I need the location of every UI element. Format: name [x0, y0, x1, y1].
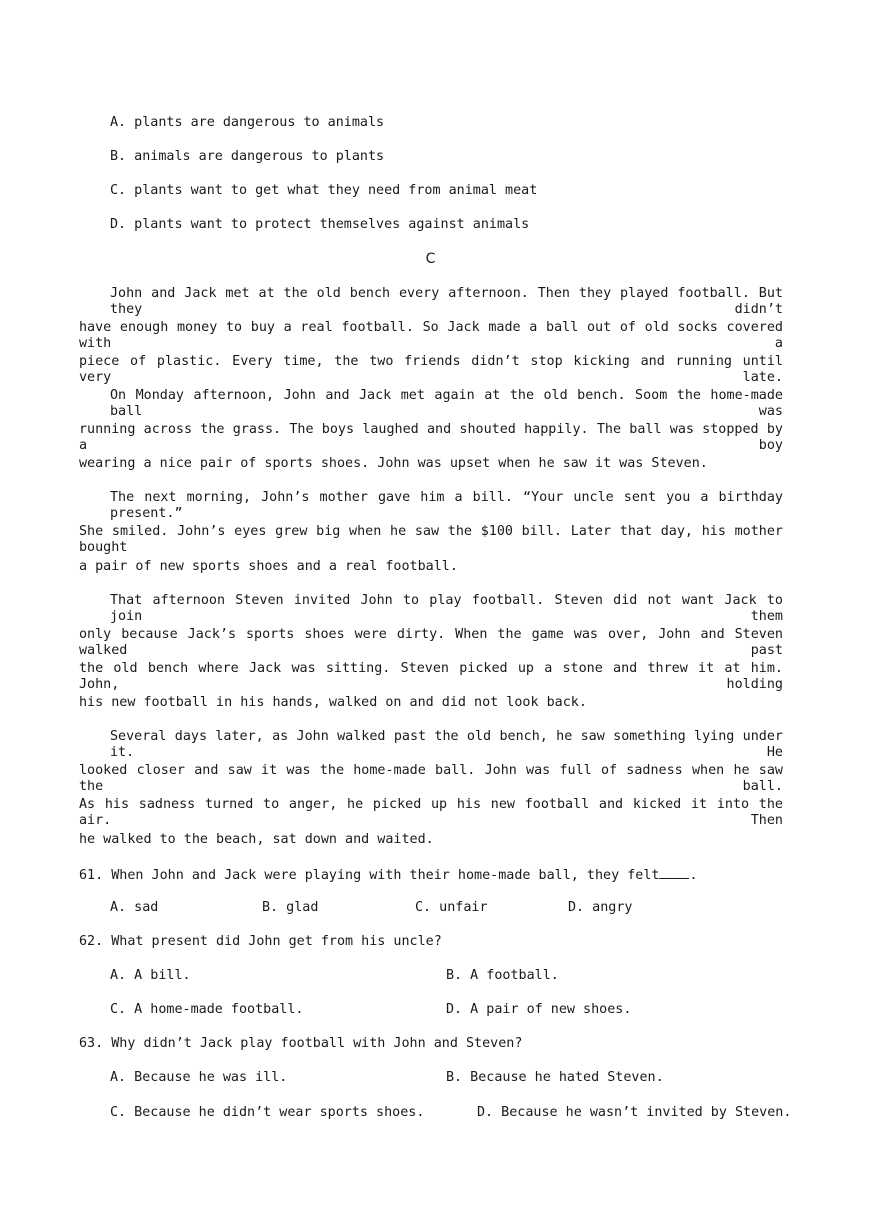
q62-option-b: B. A football.	[446, 968, 559, 983]
question-61-stem: 61. When John and Jack were playing with their home-made ball, they felt	[79, 868, 660, 883]
option-b: B. animals are dangerous to plants	[110, 149, 385, 164]
answer-blank	[659, 866, 689, 879]
q61-option-a: A. sad	[110, 900, 159, 915]
q63-option-a: A. Because he was ill.	[110, 1070, 288, 1085]
option-d: D. plants want to protect themselves against animals	[110, 217, 530, 232]
passage-line: As his sadness turned to anger, he picked up his new football and kicked it into the air. Then	[79, 797, 783, 828]
q63-option-c: C. Because he didn’t wear sports shoes.	[110, 1105, 425, 1120]
section-heading: C	[425, 251, 436, 267]
passage-line: The next morning, John’s mother gave him a bill. “Your uncle sent you a birthday present.”	[110, 490, 783, 521]
q61-option-b: B. glad	[262, 900, 319, 915]
passage-line: That afternoon Steven invited John to play football. Steven did not want Jack to join them	[110, 593, 783, 624]
q61-option-d: D. angry	[568, 900, 633, 915]
q62-option-d: D. A pair of new shoes.	[446, 1002, 632, 1017]
passage-line: he walked to the beach, sat down and waited.	[79, 832, 434, 847]
passage-line: piece of plastic. Every time, the two friends didn’t stop kicking and running until very late.	[79, 354, 783, 385]
q62-option-a: A. A bill.	[110, 968, 191, 983]
q61-option-c: C. unfair	[415, 900, 488, 915]
question-63: 63. Why didn’t Jack play football with John and Steven?	[79, 1036, 523, 1051]
option-c: C. plants want to get what they need from animal meat	[110, 183, 538, 198]
passage-line: She smiled. John’s eyes grew big when he saw the $100 bill. Later that day, his mother bought	[79, 524, 783, 555]
question-61-stem-end: .	[689, 868, 698, 883]
passage-line: running across the grass. The boys laughed and shouted happily. The ball was stopped by a boy	[79, 422, 783, 453]
passage-line: On Monday afternoon, John and Jack met again at the old bench. Soom the home-made ball was	[110, 388, 783, 419]
question-61	[79, 866, 698, 884]
q63-option-d: D. Because he wasn’t invited by Steven.	[477, 1105, 792, 1120]
passage-line: Several days later, as John walked past the old bench, he saw something lying under it. He	[110, 729, 783, 760]
passage-line: John and Jack met at the old bench every afternoon. Then they played football. But they didn’t	[110, 286, 783, 317]
passage-line: his new football in his hands, walked on and did not look back.	[79, 695, 587, 710]
passage-line: the old bench where Jack was sitting. Steven picked up a stone and threw it at him. John, holding	[79, 661, 783, 692]
q62-option-c: C. A home-made football.	[110, 1002, 304, 1017]
passage-line: have enough money to buy a real football. So Jack made a ball out of old socks covered with a	[79, 320, 783, 351]
passage-line: looked closer and saw it was the home-made ball. John was full of sadness when he saw the ball.	[79, 763, 783, 794]
passage-line: a pair of new sports shoes and a real football.	[79, 559, 458, 574]
passage-line: only because Jack’s sports shoes were dirty. When the game was over, John and Steven walked past	[79, 627, 783, 658]
passage-line: wearing a nice pair of sports shoes. John was upset when he saw it was Steven.	[79, 456, 708, 471]
option-a: A. plants are dangerous to animals	[110, 115, 385, 130]
q63-option-b: B. Because he hated Steven.	[446, 1070, 664, 1085]
question-62: 62. What present did John get from his uncle?	[79, 934, 442, 949]
